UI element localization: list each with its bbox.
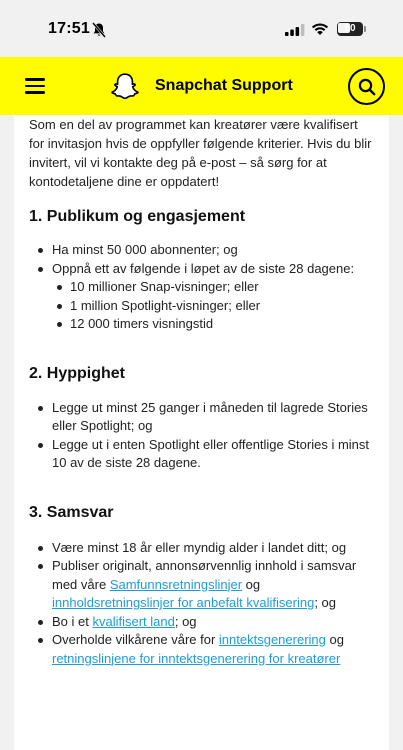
wifi-icon: [311, 21, 329, 36]
list-item-text: Oppnå ett av følgende i løpet av de siste 28 dagene:: [52, 260, 355, 276]
compliance-criteria-list: [29, 539, 374, 669]
status-time: 17:51: [48, 20, 90, 37]
creator-monetization-guidelines-link[interactable]: retningslinjene for inntektsgenerering for kreatører: [52, 650, 341, 666]
article-body: [29, 115, 374, 668]
community-guidelines-link[interactable]: Samfunnsretningslinjer: [109, 576, 243, 592]
sub-list-item: 1 million Spotlight-visninger; eller: [52, 297, 374, 316]
list-item: Legge ut i enten Spotlight eller offentlige Stories i minst 10 av de siste 28 dagene.: [29, 436, 374, 473]
search-button[interactable]: [348, 68, 385, 105]
list-item: [29, 260, 374, 334]
frequency-criteria-list: [29, 399, 374, 473]
list-item: [29, 613, 374, 632]
status-bar: [0, 0, 403, 57]
article-content: [14, 115, 389, 750]
site-header: [0, 57, 403, 115]
list-item-text: og: [325, 632, 344, 647]
list-item: Legge ut minst 25 ganger i måneden til lagrede Stories eller Spotlight; og: [29, 399, 374, 436]
monetization-terms-link[interactable]: inntektsgenerering: [218, 632, 326, 647]
list-item-text: og: [242, 576, 261, 592]
section-heading-compliance: 3. Samsvar: [29, 503, 114, 521]
intro-paragraph: Som en del av programmet kan kreatører være kvalifisert for invitasjon hvis de oppfyller følgende kriterier. Hvis du blir invitert, vil vi kontakte deg på e-post – så sørg for at kontodetaljene dine er oppdatert!: [29, 117, 372, 189]
ghost-icon[interactable]: [109, 71, 141, 103]
battery-level: 50: [344, 23, 356, 34]
list-item: Ha minst 50 000 abonnenter; og: [29, 241, 374, 260]
section-heading-frequency: 2. Hyppighet: [29, 364, 126, 382]
section-heading-audience: 1. Publikum og engasjement: [29, 208, 246, 225]
search-icon: [358, 78, 376, 96]
list-item: Være minst 18 år eller myndig alder i landet ditt; og: [29, 539, 374, 558]
list-item: [29, 631, 374, 668]
list-item-text: ; og: [314, 595, 336, 610]
list-item-text: Overholde vilkårene våre for: [52, 632, 219, 647]
sub-list-item: 12 000 timers visningstid: [52, 315, 374, 334]
list-item-text: Bo i et: [52, 613, 93, 629]
views-criteria-list: [52, 278, 374, 334]
signal-icon: [285, 24, 305, 36]
list-item: [29, 557, 374, 613]
list-item-text: ; og: [174, 613, 197, 629]
header-title[interactable]: Snapchat Support: [155, 77, 293, 94]
bell-muted-icon: [92, 22, 106, 38]
eligible-country-link[interactable]: kvalifisert land: [92, 613, 175, 629]
menu-icon[interactable]: [25, 78, 45, 94]
battery-icon: [337, 22, 366, 37]
sub-list-item: 10 millioner Snap-visninger; eller: [52, 278, 374, 297]
audience-criteria-list: [29, 241, 374, 334]
list-item-text: Publiser originalt, annonsørvennlig innhold i samsvar med våre: [52, 558, 357, 592]
content-guidelines-link[interactable]: innholdsretningslinjer for anbefalt kvalifisering: [52, 595, 315, 610]
